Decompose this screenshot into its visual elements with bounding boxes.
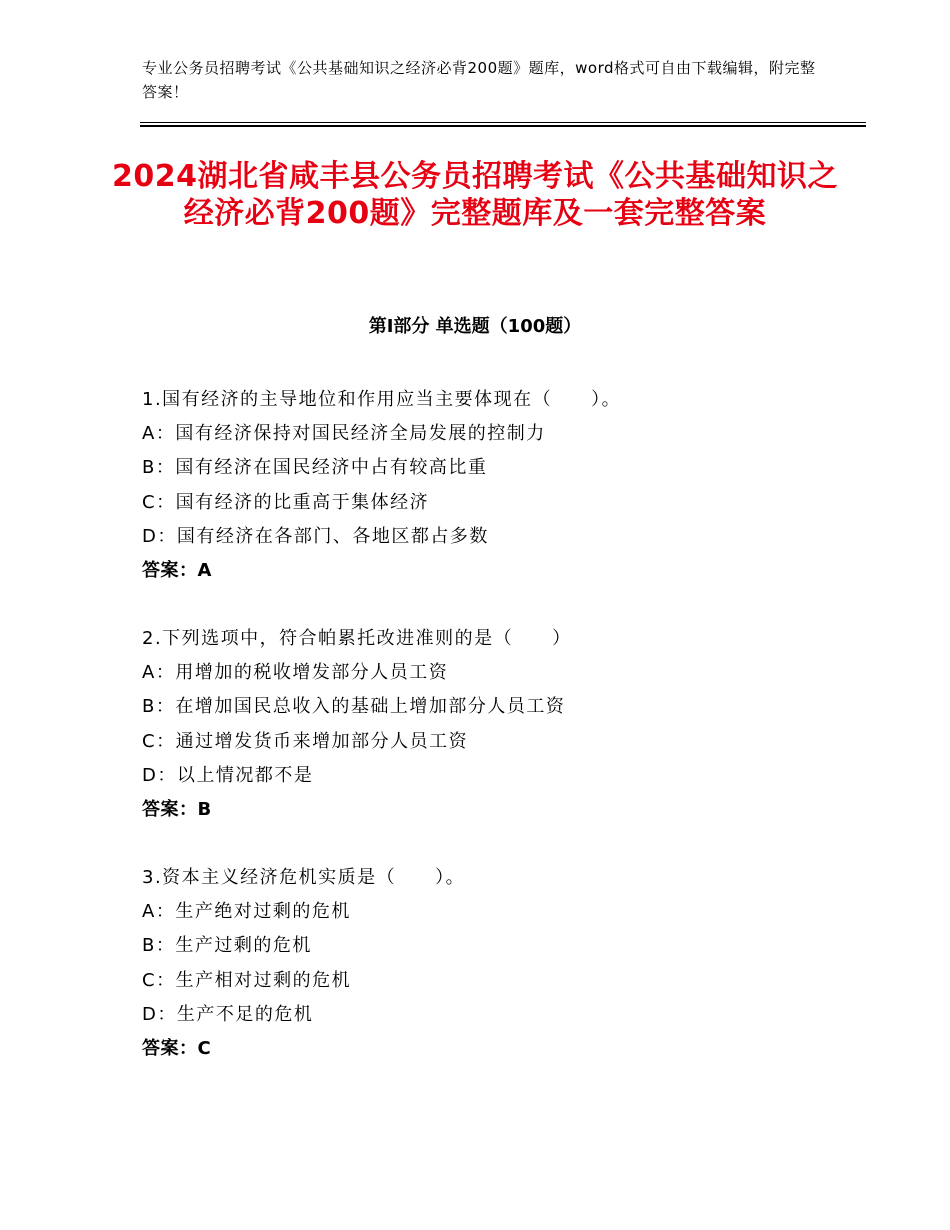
answer: 答案：B [142,798,212,820]
answer: 答案：C [142,1037,212,1059]
option-b: B：生产过剩的危机 [142,935,312,957]
option-b: B：国有经济在国民经济中占有较高比重 [142,457,488,479]
option-a: A：生产绝对过剩的危机 [142,901,351,923]
answer: 答案：A [142,559,212,581]
header-note: 专业公务员招聘考试《公共基础知识之经济必背200题》题库，word格式可自由下载编辑，附完整答案！ [142,59,816,101]
document-title: 2024湖北省咸丰县公务员招聘考试《公共基础知识之经济必背200题》完整题库及一套完整答案 [112,159,838,231]
option-c: C：通过增发货币来增加部分人员工资 [142,730,469,752]
option-d: D：国有经济在各部门、各地区都占多数 [142,525,489,547]
header-rule-thin [140,122,866,123]
header-rule-thick [140,125,866,127]
option-b: B：在增加国民总收入的基础上增加部分人员工资 [142,696,566,718]
question-stem: 1.国有经济的主导地位和作用应当主要体现在（ ）。 [142,389,622,410]
question-stem: 2.下列选项中，符合帕累托改进准则的是（ ） [142,628,572,649]
option-d: D：生产不足的危机 [142,1003,314,1025]
option-a: A：国有经济保持对国民经济全局发展的控制力 [142,423,546,445]
option-a: A：用增加的税收增发部分人员工资 [142,662,449,684]
section-heading: 第Ⅰ部分 单选题（100题） [368,316,582,337]
question-3 [142,861,842,1066]
question-2 [142,622,842,827]
question-1 [142,383,842,588]
option-c: C：国有经济的比重高于集体经济 [142,491,430,513]
option-d: D：以上情况都不是 [142,764,314,786]
option-c: C：生产相对过剩的危机 [142,969,352,991]
question-stem: 3.资本主义经济危机实质是（ ）。 [142,867,466,888]
